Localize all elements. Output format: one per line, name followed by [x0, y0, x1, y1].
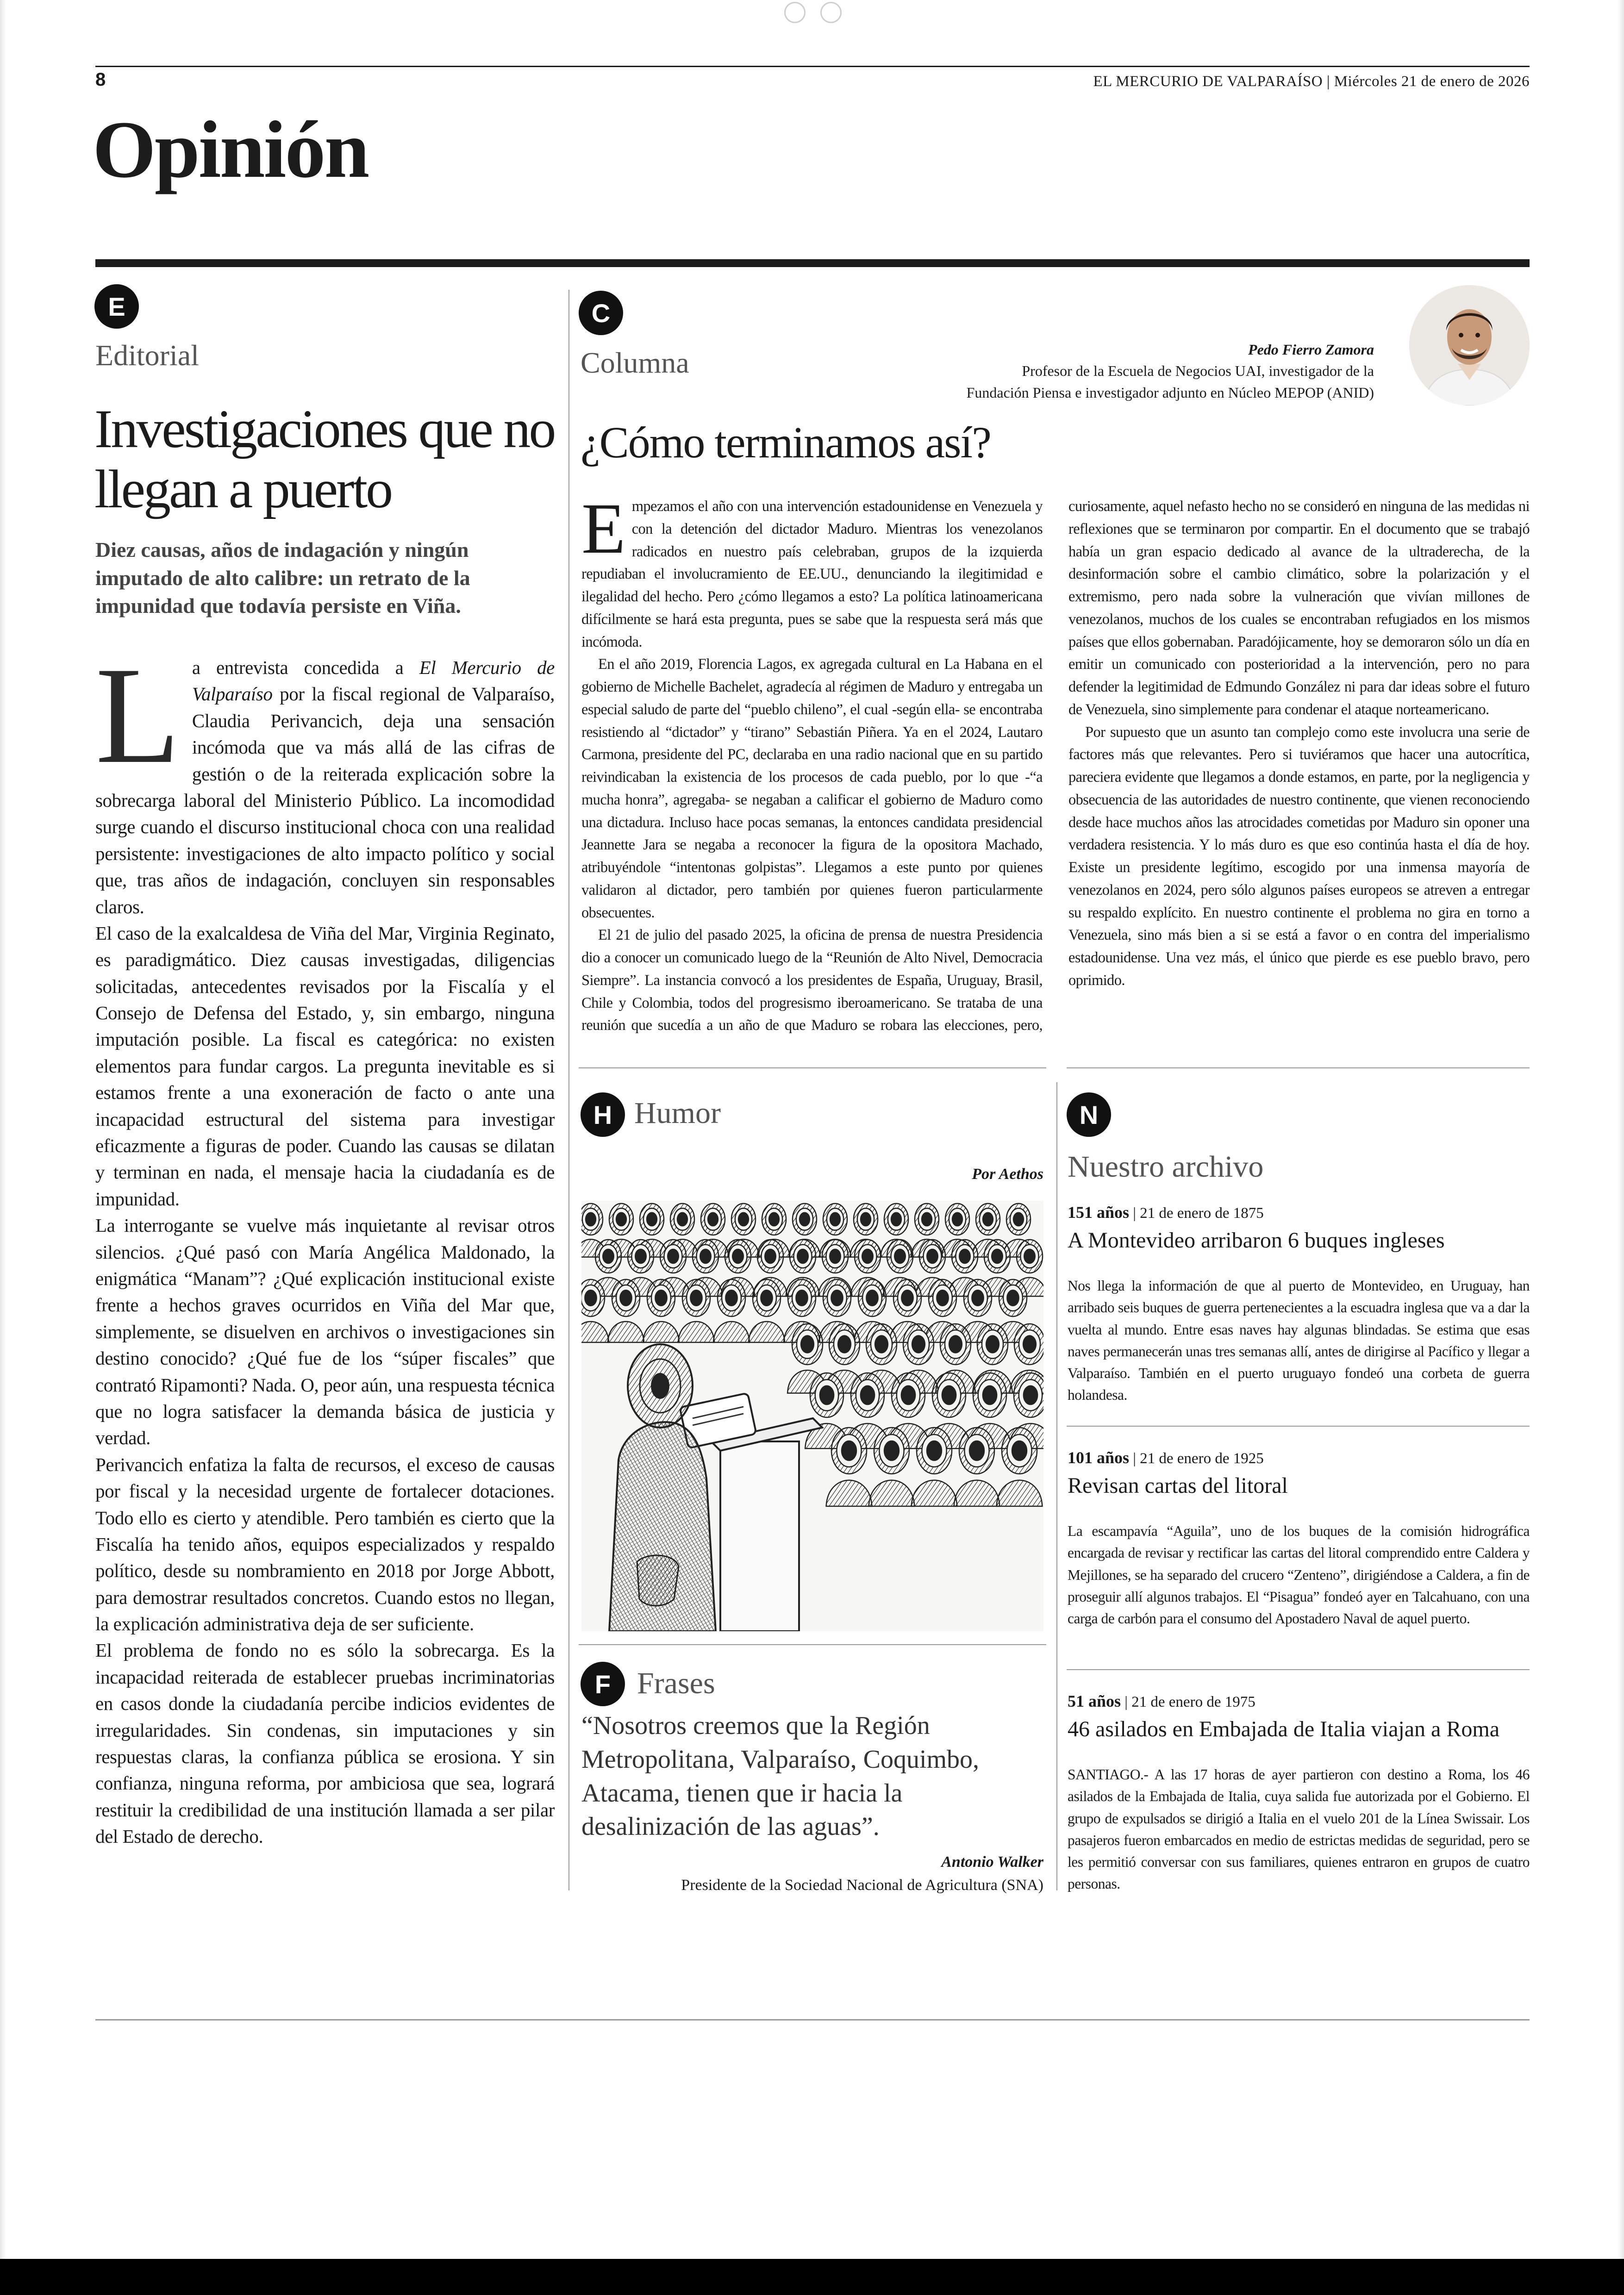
humor-archivo-divider	[1056, 1082, 1057, 1890]
cartoon-crowd-head	[769, 1213, 779, 1226]
next-page-dot-icon[interactable]	[820, 2, 842, 23]
cartoon-crowd-head	[797, 1249, 808, 1263]
column-paragraph: Por supuesto que un asunto tan complejo como este involucra una serie de factores más que relevantes. Pero si tuviéramos que hacer una autocrítica, pareciera evidente que llegamos a donde estamos, en parte, por la negligencia y obsecuencia de las autoridades de nuestro continente, que vienen reconociendo desde hace muchos años las atrocidades cometidas por Maduro sin oponer una verdadera resistencia. Y lo más duro es que eso continúa hasta el día de hoy. Existe un presidente legítimo, escogido por una inmensa mayoría de venezolanos en 2024, pero sólo algunos países europeos se atreven a entregar su respaldo explícito. En nuestro continente el problema no gira en torno a Venezuela, sino más bien a si se está a favor o en contra del imperialismo estadounidense. Una vez más, el único que pierde es ese pueblo bravo, pero oprimido.	[1068, 723, 1530, 989]
column-lead-text: mpezamos el año con una intervención estadounidense en Venezuela y con la detención del dictador Maduro. Mientras los venezolanos radicados en nuestro país celebraban, grupos de la izquierda repudiaban el involucramiento de EE.UU., denunciando la ilegitimidad e ilegalidad del hecho. Pero ¿cómo llegamos a esto? La política latinoamericana difícilmente se hará esta pregunta, pues se sabe que la respuesta será más que incómoda.	[581, 498, 1043, 650]
column-paragraph: En el año 2019, Florencia Lagos, ex agregada cultural en La Habana en el gobierno de Michelle Bachelet, agradecía al régimen de Maduro y entregaba un especial saludo de parte del “pueblo chileno”, el cual -según ella- se encontraba resistiendo al “dictador” y “tirano” Sebastián Piñera. Ya en el 2024, Lautaro Carmona, presidente del PC, declaraba en una radio nacional que en su partido reivindicaban la existencia de los procesos de cada pueblo, por lo que -“a mucha honra”, agregaba- se negaban a calificar el gobierno de Maduro como una dictadura. Incluso hace pocas semanas, la entonces candidata presidencial Jeannette Jara se negaba a reconocer la figura de la opositora Machado, atribuyéndole “intentonas golpistas”. Llegamos a este punto por quienes validaron al dictador, pero también por quienes fueron particularmente obsecuentes.	[581, 656, 1043, 921]
cartoon-crowd-head	[800, 1213, 810, 1226]
humor-kicker: Humor	[634, 1096, 721, 1130]
column-author-name: Pedo Fierro Zamora	[1248, 341, 1374, 358]
editorial-paragraph: La interrogante se vuelve más inquietante al revisar otros silencios. ¿Qué pasó con María Angélica Maldonado, la enigmática “Manam”? ¿Qué explicación institucional existe frente a hechos graves ocurridos en Viña del Mar que, simplemente, se disuelven en archivos o investigaciones sin destino conocido? ¿Qué fue de los “súper fiscales” que contrató Ripamonti? Nada. O, peor aún, una respuesta técnica que no logra satisfacer la demanda básica de justicia y verdad.	[95, 1215, 555, 1449]
cartoon-crowd-head	[972, 1290, 983, 1306]
cartoon-crowd-head	[635, 1249, 646, 1263]
archivo-entry-title: Revisan cartas del litoral	[1068, 1473, 1288, 1498]
frases-quote: “Nosotros creemos que la Región Metropolitana, Valparaíso, Coquimbo, Atacama, tienen que ir hacia la desalinización de las aguas”.	[581, 1711, 980, 1841]
cartoon-crowd-head	[738, 1213, 749, 1226]
cartoon-crowd-head	[700, 1249, 711, 1263]
humor-bottom-rule	[579, 1644, 1046, 1645]
column-bottom-rule-right	[1067, 1067, 1530, 1068]
frases-author: Antonio Walker	[941, 1853, 1043, 1871]
cartoon-crowd-head	[820, 1386, 834, 1404]
cartoon-crowd-head	[891, 1213, 901, 1226]
archivo-kicker: Nuestro archivo	[1068, 1150, 1264, 1184]
archivo-badge: N	[1067, 1092, 1111, 1137]
section-thick-rule	[95, 259, 1530, 267]
cartoon-crowd-head	[894, 1249, 906, 1263]
column-author-role-2: Fundación Piensa e investigador adjunto en Núcleo MEPOP (ANID)	[966, 384, 1374, 401]
editorial-headline: Investigaciones que no llegan a puerto	[94, 399, 555, 519]
author-portrait-illustration	[1409, 285, 1530, 405]
cartoon-crowd-head	[986, 1336, 999, 1353]
archivo-entry-date: | 21 de enero de 1925	[1133, 1450, 1264, 1467]
archivo-entry-body: La escampavía “Aguila”, uno de los buques de la comisión hidrográfica encargada de revisar y rectificar las cartas del litoral comprendido entre Caldera y Mejillones, se ha separado del crucero “Zenteno”, dirigiéndose a Caldera, a fin de proseguir allí algunos trabajos. El “Pisagua” fondeó ayer en Talcahuano, con una carga de carbón para el consumo del Apostadero Naval de aquel puerto.	[1068, 1523, 1530, 1627]
cartoon-crowd-head	[952, 1213, 962, 1226]
humor-cartoon	[581, 1201, 1043, 1631]
cartoon-crowd-head	[901, 1290, 913, 1306]
cartoon-crowd-head	[949, 1336, 962, 1353]
editorial-paragraph: Perivancich enfatiza la falta de recursos, el exceso de causas por fiscal y la necesidad urgente de fortalecer dotaciones. Todo ello es cierto y atendible. Pero también es cierto que la Fiscalía ha tenido años, equipos especializados y respaldo político, desde su nombramiento en 2018 por Jorge Abbott, para demostrar resultados concretos. Cuando estos no llegan, la explicación administrativa deja de ser suficiente.	[95, 1453, 555, 1635]
cartoon-crowd-head	[620, 1290, 631, 1306]
cartoon-crowd-head	[655, 1290, 667, 1306]
cartoon-crowd-head	[842, 1441, 856, 1460]
cartoon-crowd-head	[922, 1213, 932, 1226]
cartoon-crowd-head	[927, 1249, 938, 1263]
cartoon-crowd-head	[830, 1213, 840, 1226]
cartoon-crowd-head	[1023, 1336, 1036, 1353]
editorial-dropcap: L	[95, 638, 180, 792]
column-lead-paragraph	[581, 488, 1043, 653]
cartoon-crowd-head	[1012, 1441, 1027, 1460]
editorial-lead-newspaper-name: El Mercurio de Valparaíso	[192, 657, 555, 705]
cartoon-crowd-head	[1013, 1213, 1024, 1226]
editorial-body	[95, 638, 555, 1850]
frases-badge: F	[581, 1662, 625, 1706]
column-kicker: Columna	[581, 346, 689, 379]
viewer-bottom-bar	[0, 2259, 1624, 2295]
archivo-entry-body: SANTIAGO.- A las 17 horas de ayer partieron con destino a Roma, los 46 asilados de la Embajada de Italia, cuya salida fue autorizada por el Gobierno. El grupo de expulsados se dirigió a Italia en el vuelo 201 de la Línea Swissair. Los pasajeros fueron embarcados en medio de estrictas medidas de seguridad, pero se les permitió conversar con sus familiares, quienes entraron en grupos de cuatro personas.	[1068, 1766, 1530, 1892]
archivo-entry-meta	[1068, 1203, 1264, 1222]
cartoon-crowd-head	[937, 1290, 948, 1306]
cartoon-illustration	[581, 1201, 1043, 1631]
cartoon-crowd-head	[585, 1290, 596, 1306]
cartoon-crowd-head	[647, 1213, 657, 1226]
cartoon-crowd-head	[1024, 1249, 1035, 1263]
column-body	[581, 488, 1530, 1056]
column-paragraph: El 21 de julio del pasado 2025, la oficina de prensa de nuestra Presidencia dio a conocer un comunicado luego de la “Reunión de Alto Nivel, Democracia Siempre”. La instancia convocó a los presidentes de España, Uruguay, Brasil, Chile y Colombia, todos del progresismo iberoamericano. Se trataba de una reunión que sucedía a un año de que Maduro se robara las elecciones, pero, curiosamente, aquel nefasto hecho no se consideró en ninguna de las medidas ni reflexiones que se terminaron por compartir. En el documento que se trabajó había un gran espacio dedicado al avance de la ultraderecha, de la desinformación sobre el cambio climático, sobre la polarización y el extremismo, pero nada sobre la vulneración que vivían millones de venezolanos, muchos de los cuales se encontraban refugiados en los mismos países que ellos gobernaban. Paradójicamente, hoy se demoraron sólo un día en emitir un comunicado con posterioridad a la intervención, pero no para defender la legitimidad de Edmundo González ni para dar ideas sobre el futuro de Venezuela, sino simplemente para condenar el ataque norteamericano.	[581, 498, 1530, 1034]
cartoon-crowd-head	[1024, 1386, 1037, 1404]
author-portrait	[1409, 285, 1530, 405]
cartoon-crowd-head	[831, 1290, 843, 1306]
cartoon-crowd-head	[603, 1249, 614, 1263]
cartoon-crowd-head	[884, 1441, 899, 1460]
cartoon-crowd-head	[959, 1249, 970, 1263]
archivo-entry-years: 51 años	[1068, 1692, 1121, 1710]
frases-author-role: Presidente de la Sociedad Nacional de Agricultura (SNA)	[681, 1877, 1043, 1894]
archivo-entry-date: | 21 de enero de 1875	[1133, 1205, 1264, 1222]
editorial-paragraph: El caso de la exalcaldesa de Viña del Mar, Virginia Reginato, es paradigmático. Diez causas investigadas, diligencias solicitadas, antecedentes revisados por la Fiscalía y el Consejo de Defensa del Estado, y, sin embargo, ninguna imputación posible. La fiscal es categórica: no existen elementos para fundar cargos. La pregunta inevitable es si estamos frente a una exoneración de facto o ante una incapacidad estructural del sistema para investigar eficazmente a figuras de poder. Cuando las causas se dilatan y terminan en nada, el mensaje hacia la ciudadanía es de impunidad.	[95, 922, 555, 1210]
archivo-entry-divider	[1067, 1426, 1530, 1427]
cartoon-crowd-head	[690, 1290, 702, 1306]
archivo-entry-body: Nos llega la información de que al puerto de Montevideo, en Uruguay, han arribado seis buques de guerra pertenecientes a la escuadra inglesa que va a dar la vuelta al mundo. Entre esas naves hay algunas blindadas. Se estima que esas naves permanecerán unas tres semanas allí, antes de dirigirse al Pacífico y llegar a Valparaíso. También en el puerto uruguayo fondeó una corbeta de guerra holandesa.	[1068, 1278, 1530, 1403]
masthead: EL MERCURIO DE VALPARAÍSO | Miércoles 21 de enero de 2026	[1093, 73, 1530, 90]
header-top-rule	[95, 66, 1530, 67]
cartoon-crowd-head	[732, 1249, 743, 1263]
archivo-entry-divider	[1067, 1669, 1530, 1670]
archivo-entry-years: 151 años	[1068, 1203, 1130, 1222]
editorial-badge: E	[94, 284, 139, 329]
cartoon-crowd-head	[708, 1213, 718, 1226]
cartoon-crowd-head	[1007, 1290, 1018, 1306]
cartoon-crowd-head	[861, 1386, 874, 1404]
cartoon-crowd-head	[677, 1213, 687, 1226]
cartoon-crowd-head	[616, 1213, 626, 1226]
section-title: Opinión	[93, 105, 369, 195]
cartoon-crowd-head	[862, 1249, 873, 1263]
archivo-entry-date: | 21 de enero de 1975	[1124, 1694, 1255, 1710]
editorial-kicker: Editorial	[95, 339, 199, 372]
column-badge: C	[579, 291, 623, 335]
humor-badge: H	[581, 1092, 625, 1137]
cartoon-crowd-head	[942, 1386, 956, 1404]
humor-credit: Por Aethos	[972, 1166, 1043, 1183]
cartoon-crowd-head	[983, 1386, 997, 1404]
archivo-entry-years: 101 años	[1068, 1448, 1130, 1467]
cartoon-crowd-head	[927, 1441, 942, 1460]
cartoon-crowd-head	[796, 1290, 807, 1306]
cartoon-crowd-head	[838, 1336, 851, 1353]
editorial-lead-text-2: por la fiscal regional de Valparaíso, Claudia Perivancich, deja una sensación incómoda que va más allá de las cifras de gestión o de la reiterada explicación sobre la sobrecarga laboral del Ministerio Público. La incomodidad surge cuando el discurso institucional choca con una realidad persistente: investigaciones de alto impacto político y social que, tras años de indagación, concluyen sin responsables claros.	[95, 683, 555, 917]
frases-kicker: Frases	[637, 1666, 715, 1700]
cartoon-crowd-head	[861, 1213, 871, 1226]
editorial-paragraph: El problema de fondo no es sólo la sobrecarga. Es la incapacidad reiterada de establecer pruebas incriminatorias en casos donde la ciudadanía percibe indicios evidentes de irregularidades. Sin condenas, sin imputaciones y sin respuestas claras, la confianza pública se erosiona. Y sin confianza, ninguna reforma, por ambiciosa que sea, logrará restituir la credibilidad de una institución llamada a ser pilar del Estado de derecho.	[95, 1640, 555, 1847]
column-divider	[568, 290, 569, 1890]
cartoon-crowd-head	[875, 1336, 888, 1353]
cartoon-crowd-head	[830, 1249, 841, 1263]
editorial-lead-text-1: a entrevista concedida a	[192, 657, 419, 678]
page-number: 8	[95, 69, 106, 90]
archivo-entry-title: 46 asilados en Embajada de Italia viajan a Roma	[1068, 1717, 1499, 1741]
cartoon-crowd-head	[992, 1249, 1003, 1263]
column-headline: ¿Cómo terminamos así?	[581, 418, 991, 467]
cartoon-crowd-head	[983, 1213, 993, 1226]
cartoon-crowd-head	[901, 1386, 915, 1404]
footer-rule	[95, 2019, 1530, 2021]
column-dropcap: E	[581, 488, 625, 568]
cartoon-crowd-head	[761, 1290, 772, 1306]
cartoon-crowd-head	[969, 1441, 984, 1460]
archivo-entry-meta	[1068, 1448, 1264, 1467]
cartoon-crowd-head	[725, 1290, 737, 1306]
cartoon-crowd-head	[668, 1249, 679, 1263]
right-edge-shadow	[1618, 0, 1624, 2259]
editorial-deck: Diez causas, años de indagación y ningún imputado de alto calibre: un retrato de la impunidad que todavía persiste en Viña.	[95, 538, 470, 618]
left-edge-shadow	[0, 0, 6, 2259]
previous-page-dot-icon[interactable]	[784, 2, 806, 23]
cartoon-crowd-head	[586, 1213, 596, 1226]
cartoon-crowd-head	[801, 1336, 814, 1353]
archivo-entry-meta	[1068, 1691, 1255, 1711]
editorial-lead-paragraph	[95, 638, 555, 920]
cartoon-crowd-head	[765, 1249, 776, 1263]
column-byline	[772, 339, 1374, 403]
cartoon-crowd-head	[866, 1290, 878, 1306]
cartoon-crowd-head	[912, 1336, 925, 1353]
archivo-entry-title: A Montevideo arribaron 6 buques ingleses	[1068, 1228, 1445, 1253]
column-author-role-1: Profesor de la Escuela de Negocios UAI, investigador de la	[1022, 362, 1374, 380]
column-bottom-rule-left	[579, 1067, 1046, 1068]
